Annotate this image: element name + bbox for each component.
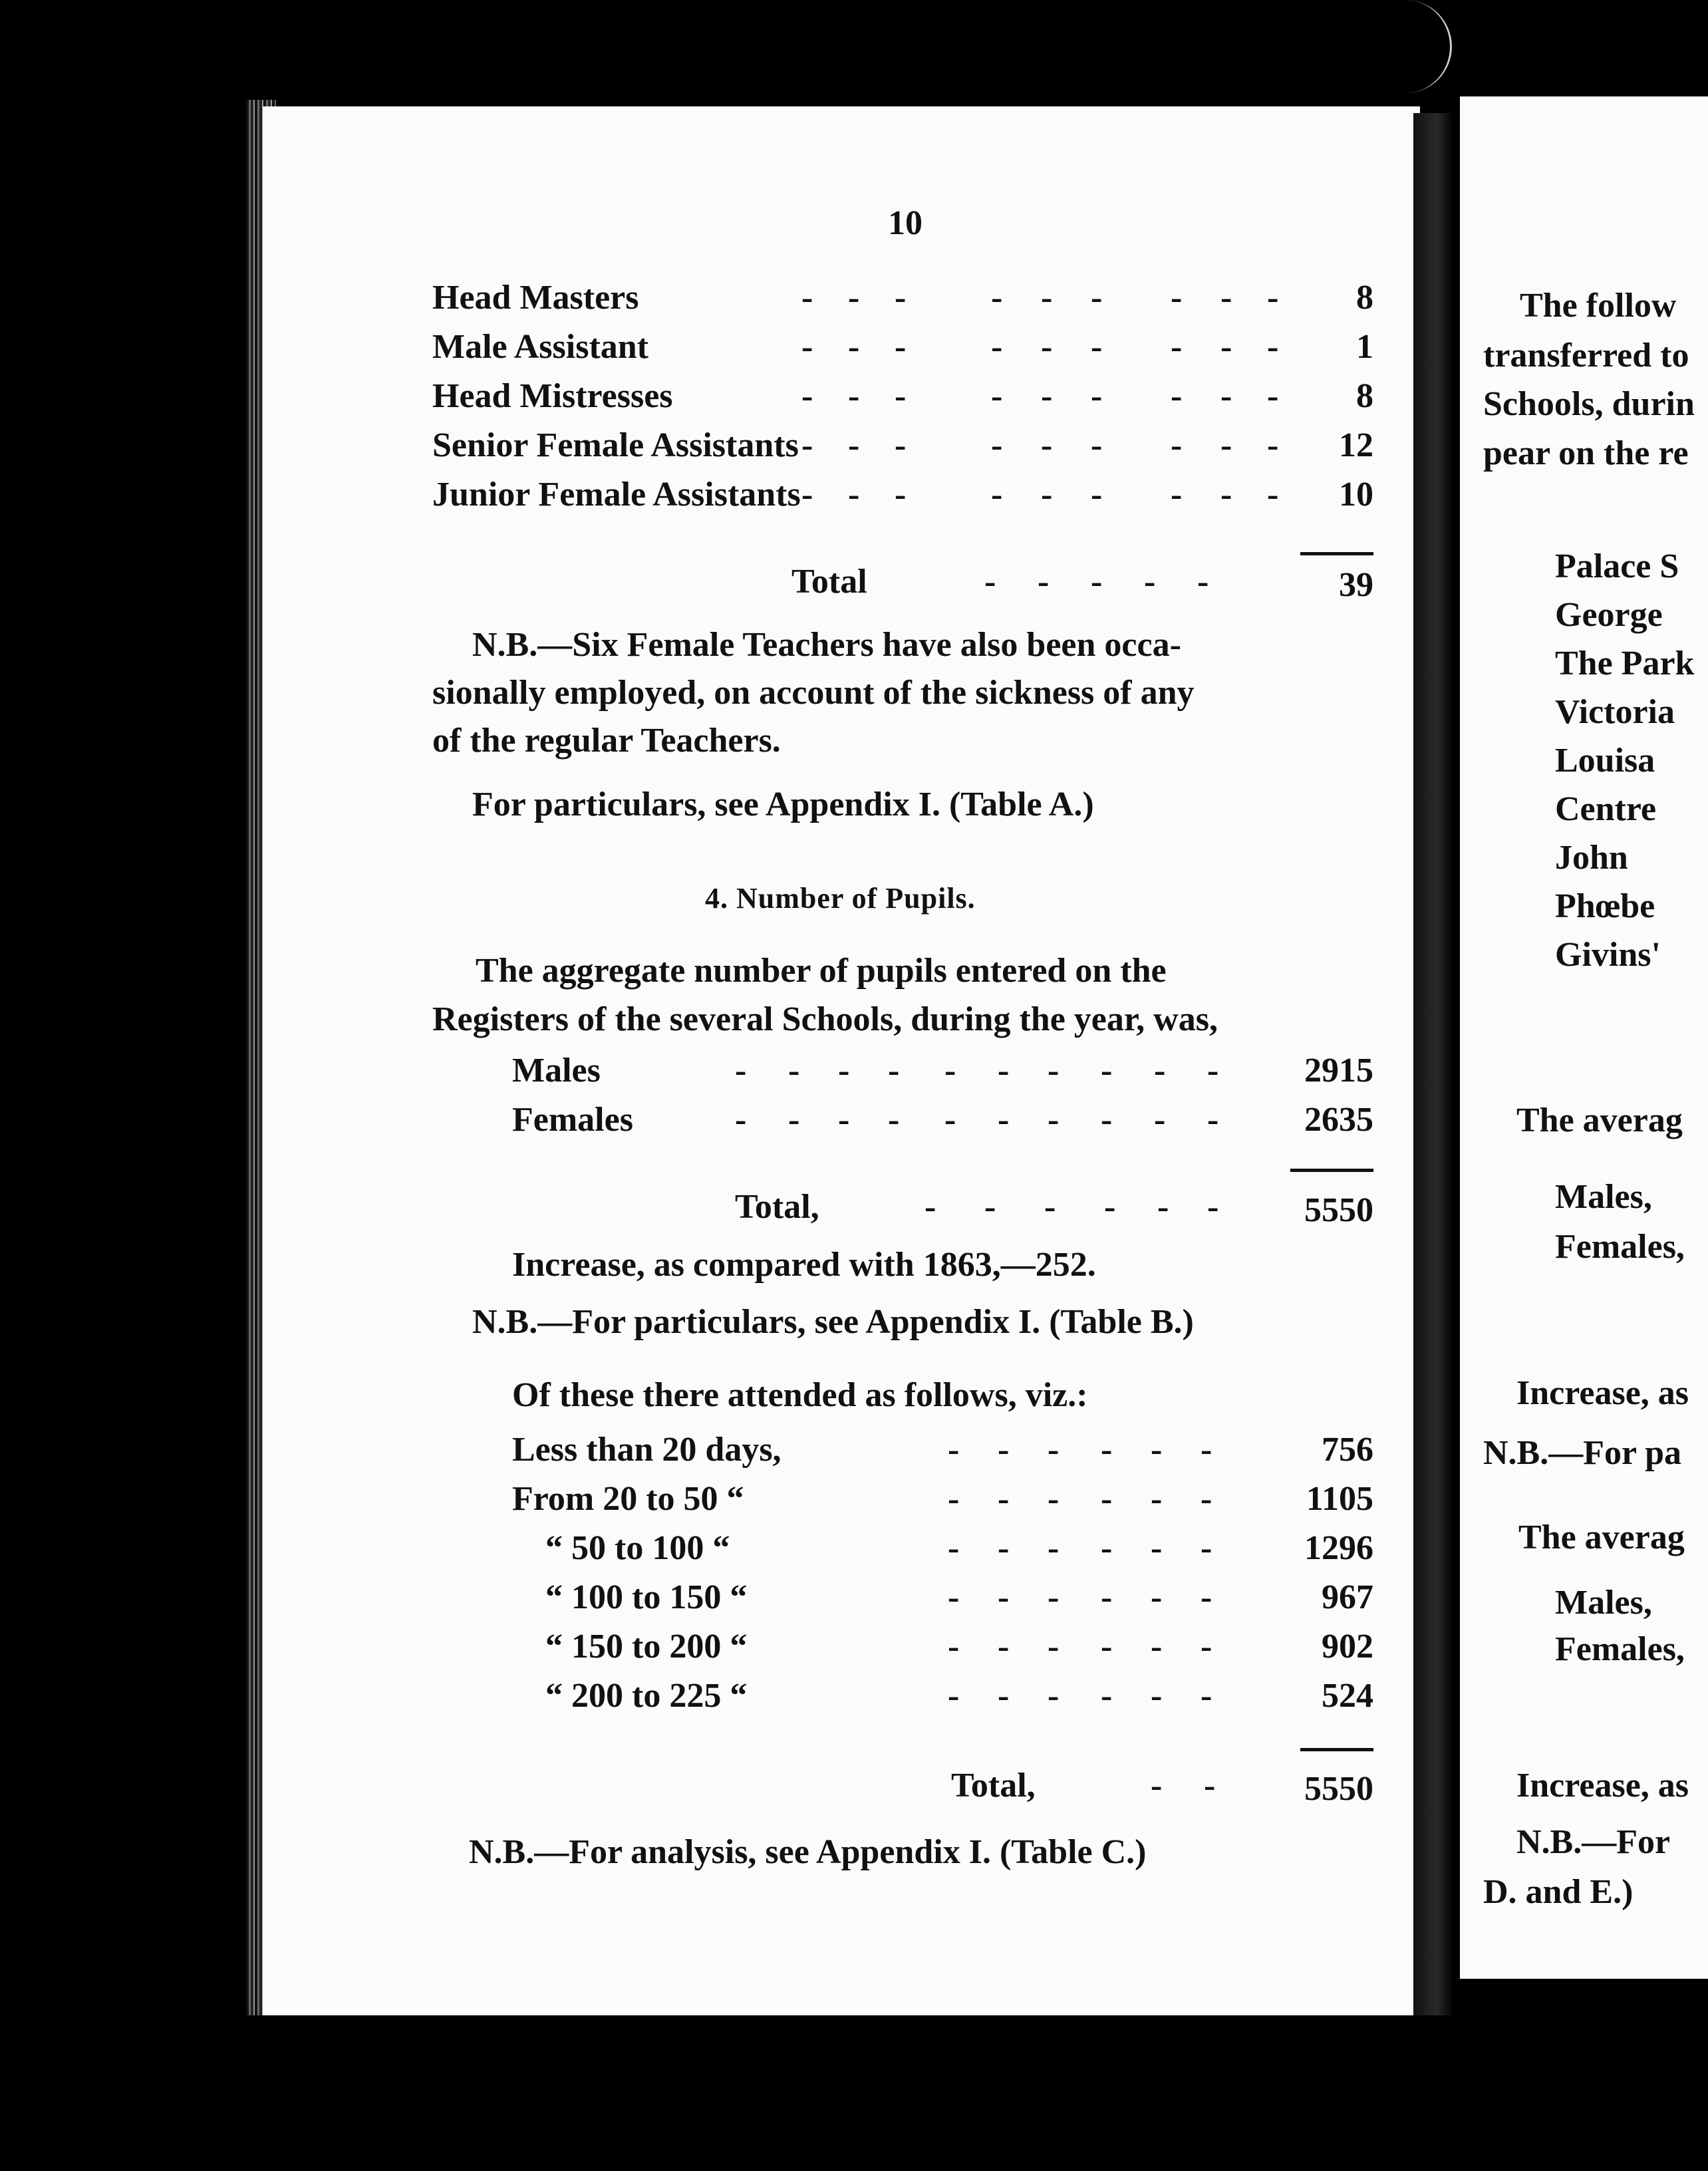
attendance-row-leader-dash: - [1048,1628,1060,1665]
pupil-row-leader-dash: - [998,1052,1010,1089]
pupil-row-leader-dash: - [788,1052,800,1089]
pupil-row-leader-dash: - [838,1052,850,1089]
attendance-row-value: 524 [1322,1677,1373,1715]
pupil-row-leader-dash: - [944,1052,956,1089]
right-increase-1: Increase, as [1516,1374,1689,1412]
pupil-row-leader-dash: - [788,1101,800,1139]
staff-row-leader-dash: - [1220,476,1232,513]
right-increase-2: Increase, as [1516,1767,1689,1805]
right-page [1460,96,1708,1979]
attendance-row-leader-dash: - [1151,1628,1163,1665]
right-line-3: Schools, durin [1483,385,1695,423]
staff-row-leader-dash: - [1041,279,1053,317]
staff-total-leader-dash: - [1197,563,1209,601]
pupils-total-leader-dash: - [1207,1188,1219,1226]
staff-row-leader-dash: - [1041,328,1053,366]
pupil-row-leader-dash: - [1048,1101,1060,1139]
nb-teachers-line-1: N.B.—Six Female Teachers have also been occa- [472,626,1181,664]
attendance-row-leader-dash: - [998,1578,1010,1616]
staff-row-leader-dash: - [1267,279,1279,317]
pupil-row-value: 2915 [1304,1052,1373,1089]
attendance-row-leader-dash: - [1101,1480,1113,1518]
staff-row-leader-dash: - [848,377,860,415]
attendance-row-leader-dash: - [948,1578,960,1616]
attendance-row-leader-dash: - [1201,1628,1212,1665]
see-table-a: For particulars, see Appendix I. (Table A.) [472,786,1094,823]
right-school-name: John [1555,839,1628,877]
right-nb-2-cont: D. and E.) [1483,1873,1634,1911]
attendance-row-leader-dash: - [1151,1529,1163,1567]
attendance-row-leader-dash: - [1201,1677,1212,1715]
attendance-row-value: 1296 [1304,1529,1373,1567]
right-school-name: Palace S [1555,547,1679,585]
staff-row-leader-dash: - [848,328,860,366]
attendance-row-leader-dash: - [948,1628,960,1665]
attendance-row-label: “ 150 to 200 “ [545,1628,748,1665]
pupil-row-leader-dash: - [1048,1052,1060,1089]
pupil-row-leader-dash: - [1207,1052,1219,1089]
attendance-total-leader-dash: - [1204,1767,1216,1805]
attendance-total-label: Total, [951,1767,1036,1805]
pupil-row-leader-dash: - [1154,1052,1166,1089]
pupil-row-leader-dash: - [1101,1052,1113,1089]
staff-row-leader-dash: - [1220,426,1232,464]
staff-row-leader-dash: - [1041,476,1053,513]
attendance-row-leader-dash: - [1101,1431,1113,1469]
right-school-name: Givins' [1555,936,1661,974]
staff-row-leader-dash: - [1267,377,1279,415]
staff-row-label: Junior Female Assistants [432,476,801,513]
staff-row-label: Male Assistant [432,328,648,366]
staff-row-leader-dash: - [848,426,860,464]
attendance-row-value: 967 [1322,1578,1373,1616]
staff-row-value: 1 [1356,328,1373,366]
staff-row-leader-dash: - [895,328,907,366]
right-school-name: Louisa [1555,742,1655,780]
pupils-total-rule [1290,1169,1373,1172]
right-avg-2: The averag [1518,1519,1685,1556]
attendance-row-leader-dash: - [998,1677,1010,1715]
nb-teachers-line-3: of the regular Teachers. [432,722,781,760]
right-line-2: transferred to [1483,337,1689,374]
staff-row-leader-dash: - [801,377,813,415]
attendance-row-leader-dash: - [998,1480,1010,1518]
staff-row-leader-dash: - [895,426,907,464]
attendance-row-leader-dash: - [1201,1431,1212,1469]
pupil-row-value: 2635 [1304,1101,1373,1139]
staff-row-leader-dash: - [1171,328,1183,366]
attendance-row-value: 1105 [1306,1480,1373,1518]
staff-row-leader-dash: - [1171,279,1183,317]
staff-row-leader-dash: - [1220,279,1232,317]
staff-total-leader-dash: - [1038,563,1050,601]
attendance-row-leader-dash: - [948,1529,960,1567]
staff-row-value: 10 [1339,476,1373,513]
attendance-row-label: Less than 20 days, [512,1431,782,1469]
pupils-total-value: 5550 [1304,1191,1373,1229]
staff-row-leader-dash: - [848,279,860,317]
attendance-row-leader-dash: - [1101,1628,1113,1665]
staff-row-leader-dash: - [1267,328,1279,366]
staff-row-leader-dash: - [895,476,907,513]
staff-row-leader-dash: - [1267,476,1279,513]
staff-row-label: Head Masters [432,279,639,317]
staff-total-leader-dash: - [1091,563,1103,601]
right-school-name: Phœbe [1555,887,1655,925]
staff-row-leader-dash: - [801,328,813,366]
pupil-row-leader-dash: - [1101,1101,1113,1139]
staff-row-leader-dash: - [1091,426,1103,464]
staff-row-label: Head Mistresses [432,377,673,415]
pupils-total-leader-dash: - [1104,1188,1116,1226]
staff-row-leader-dash: - [991,426,1003,464]
staff-row-leader-dash: - [1171,377,1183,415]
attendance-row-value: 902 [1322,1628,1373,1665]
attendance-row-leader-dash: - [948,1431,960,1469]
pupils-total-label: Total, [735,1188,819,1226]
pupils-intro-line-1: The aggregate number of pupils entered on the [476,952,1167,990]
nb-teachers-line-2: sionally employed, on account of the sickness of any [432,674,1195,712]
increase-note: Increase, as compared with 1863,—252. [512,1246,1096,1284]
staff-row-leader-dash: - [801,279,813,317]
staff-row-leader-dash: - [895,377,907,415]
attendance-row-label: “ 200 to 225 “ [545,1677,748,1715]
right-school-name: Victoria [1555,693,1675,731]
right-school-name: George [1555,596,1663,634]
staff-total-label: Total [791,563,867,601]
attendance-row-leader-dash: - [948,1677,960,1715]
staff-row-leader-dash: - [991,377,1003,415]
staff-row-leader-dash: - [991,279,1003,317]
staff-row-value: 8 [1356,279,1373,317]
nb-table-c: N.B.—For analysis, see Appendix I. (Table C.) [469,1833,1147,1871]
staff-total-rule [1300,552,1373,555]
right-nb-1: N.B.—For pa [1483,1434,1682,1472]
attendance-row-leader-dash: - [1201,1480,1212,1518]
attendance-row-leader-dash: - [1151,1677,1163,1715]
attendance-row-leader-dash: - [1151,1431,1163,1469]
attendance-intro: Of these there attended as follows, viz.: [512,1376,1088,1414]
staff-row-value: 8 [1356,377,1373,415]
staff-row-leader-dash: - [895,279,907,317]
pupils-total-leader-dash: - [925,1188,936,1226]
staff-row-leader-dash: - [1091,328,1103,366]
staff-row-leader-dash: - [1171,476,1183,513]
staff-row-leader-dash: - [801,426,813,464]
staff-row-leader-dash: - [1091,476,1103,513]
pupil-row-leader-dash: - [735,1052,747,1089]
attendance-total-value: 5550 [1304,1770,1373,1808]
page-edge-curl [1397,0,1452,93]
right-school-name: Centre [1555,790,1657,828]
staff-row-leader-dash: - [848,476,860,513]
pupils-total-leader-dash: - [1157,1188,1169,1226]
staff-row-leader-dash: - [991,476,1003,513]
right-avg-1: The averag [1516,1101,1683,1139]
right-avg2-males: Males, [1555,1584,1652,1622]
attendance-row-leader-dash: - [998,1529,1010,1567]
staff-total-leader-dash: - [984,563,996,601]
attendance-row-leader-dash: - [1048,1578,1060,1616]
attendance-total-rule [1300,1748,1373,1751]
attendance-row-leader-dash: - [1048,1480,1060,1518]
staff-row-value: 12 [1339,426,1373,464]
staff-row-leader-dash: - [1220,377,1232,415]
pupil-row-leader-dash: - [888,1101,900,1139]
attendance-row-label: From 20 to 50 “ [512,1480,744,1518]
staff-row-leader-dash: - [801,476,813,513]
nb-table-b: N.B.—For particulars, see Appendix I. (Table B.) [472,1303,1194,1341]
pupil-row-leader-dash: - [888,1052,900,1089]
right-nb-2: N.B.—For [1516,1823,1671,1861]
attendance-row-leader-dash: - [998,1431,1010,1469]
attendance-row-label: “ 100 to 150 “ [545,1578,748,1616]
attendance-row-leader-dash: - [1048,1529,1060,1567]
staff-row-leader-dash: - [1091,377,1103,415]
staff-row-label: Senior Female Assistants [432,426,799,464]
attendance-row-leader-dash: - [1101,1529,1113,1567]
staff-row-leader-dash: - [1041,426,1053,464]
pupil-row-leader-dash: - [735,1101,747,1139]
right-avg2-females: Females, [1555,1630,1685,1668]
staff-row-leader-dash: - [1171,426,1183,464]
attendance-row-leader-dash: - [1101,1677,1113,1715]
attendance-row-leader-dash: - [998,1628,1010,1665]
attendance-row-leader-dash: - [1048,1677,1060,1715]
attendance-row-label: “ 50 to 100 “ [545,1529,730,1567]
pupils-total-leader-dash: - [1044,1188,1056,1226]
pupil-row-label: Females [512,1101,633,1139]
right-school-name: The Park [1555,645,1695,682]
pupils-total-leader-dash: - [984,1188,996,1226]
book-gutter-right [1413,113,1453,2015]
staff-row-leader-dash: - [1220,328,1232,366]
staff-row-leader-dash: - [1041,377,1053,415]
right-avg1-males: Males, [1555,1178,1652,1216]
staff-total-leader-dash: - [1144,563,1156,601]
attendance-row-leader-dash: - [1048,1431,1060,1469]
attendance-total-leader-dash: - [1151,1767,1163,1805]
staff-row-leader-dash: - [1091,279,1103,317]
attendance-row-leader-dash: - [948,1480,960,1518]
section-heading: 4. Number of Pupils. [705,882,976,915]
staff-row-leader-dash: - [1267,426,1279,464]
pupil-row-leader-dash: - [1154,1101,1166,1139]
staff-row-leader-dash: - [991,328,1003,366]
pupil-row-leader-dash: - [944,1101,956,1139]
pupil-row-leader-dash: - [838,1101,850,1139]
attendance-row-value: 756 [1322,1431,1373,1469]
attendance-row-leader-dash: - [1101,1578,1113,1616]
staff-total-value: 39 [1339,566,1373,604]
pupil-row-leader-dash: - [998,1101,1010,1139]
attendance-row-leader-dash: - [1151,1578,1163,1616]
right-avg1-females: Females, [1555,1228,1685,1266]
pupil-row-leader-dash: - [1207,1101,1219,1139]
page-number: 10 [888,204,923,242]
attendance-row-leader-dash: - [1151,1480,1163,1518]
right-line-1: The follow [1520,287,1677,325]
attendance-row-leader-dash: - [1201,1529,1212,1567]
pupils-intro-line-2: Registers of the several Schools, during the year, was, [432,1000,1218,1038]
right-line-4: pear on the re [1483,434,1689,472]
attendance-row-leader-dash: - [1201,1578,1212,1616]
pupil-row-label: Males [512,1052,601,1089]
